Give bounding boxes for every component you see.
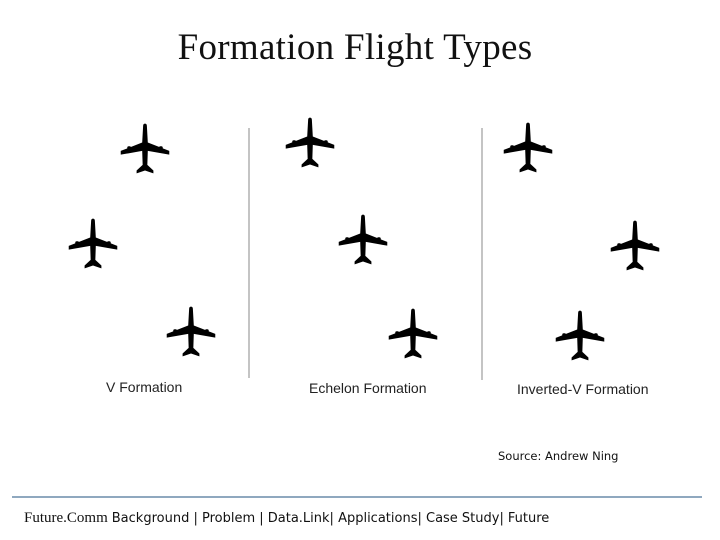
airplane-icon — [65, 217, 121, 273]
divider-left — [248, 128, 250, 378]
airplane-icon — [552, 309, 608, 365]
airplane-icon — [335, 213, 391, 269]
footer-divider — [12, 496, 702, 498]
airplane-icon — [385, 307, 441, 363]
formation-label-inverted-v: Inverted-V Formation — [517, 381, 649, 397]
footer-nav — [24, 509, 549, 527]
slide-title: Formation Flight Types — [177, 27, 533, 68]
airplane-icon — [117, 122, 173, 178]
formation-label-v: V Formation — [106, 379, 183, 395]
airplane-icon — [282, 116, 338, 172]
footer-nav-items: Background | Problem | Data.Link| Applications| Case Study| — [111, 511, 504, 526]
airplane-icon — [607, 219, 663, 275]
footer-brand: Future.Comm — [24, 510, 108, 526]
formation-label-echelon: Echelon Formation — [309, 380, 427, 396]
divider-right — [481, 128, 483, 380]
source-credit: Source: Andrew Ning — [498, 449, 619, 463]
airplane-icon — [163, 305, 219, 361]
footer-nav-current: Future — [507, 511, 550, 526]
airplane-icon — [500, 121, 556, 177]
